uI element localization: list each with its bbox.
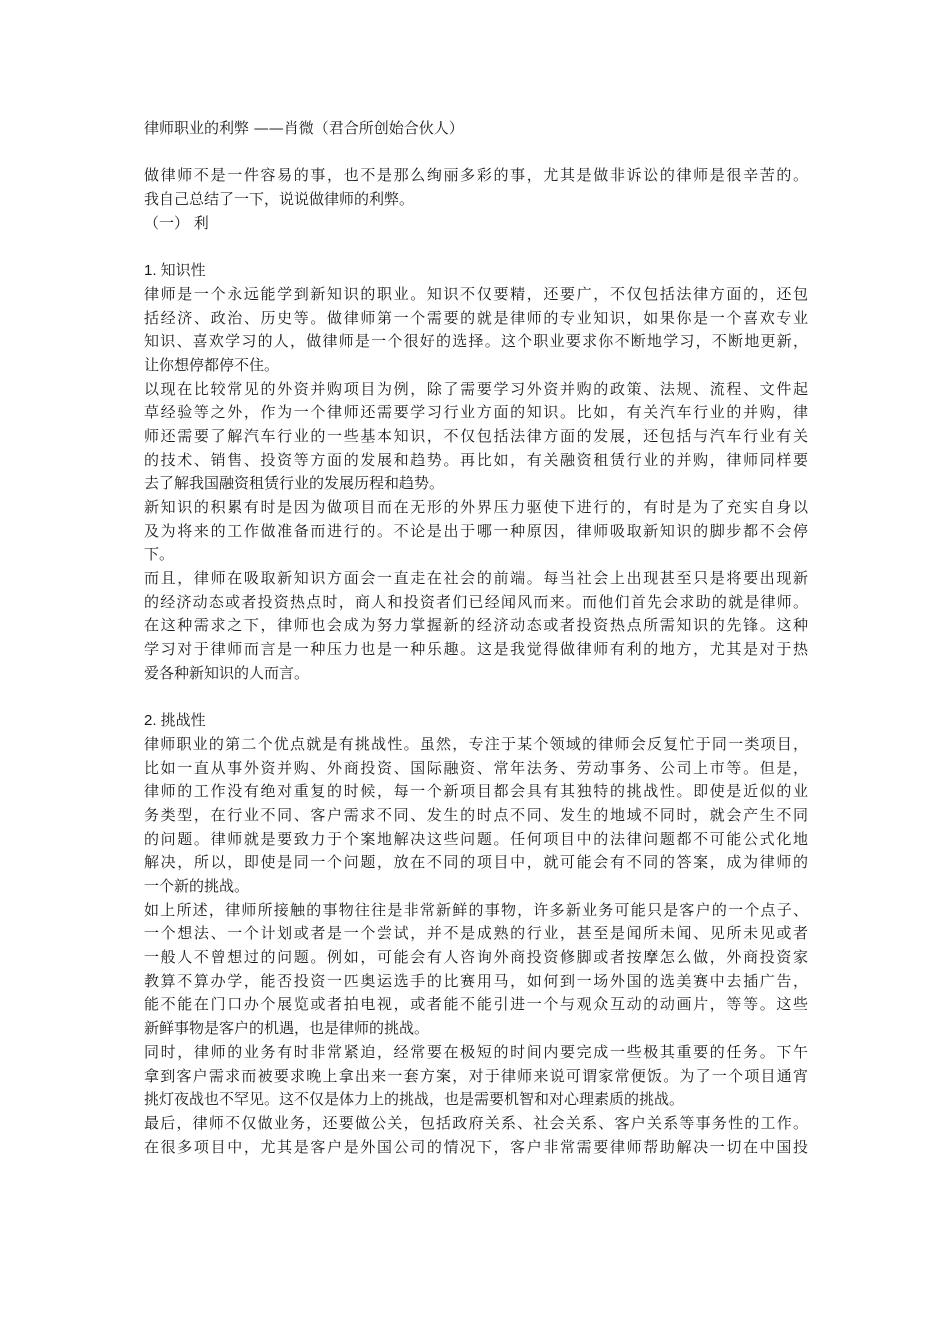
paragraph-line: 草经验等之外，作为一个律师还需要学习行业方面的知识。比如，有关汽车行业的并购，律: [144, 403, 808, 422]
paragraph-line: 如上所述，律师所接触的事物往往是非常新鲜的事物，许多新业务可能只是客户的一个点子、: [144, 900, 808, 919]
section-label: （一） 利: [144, 213, 209, 232]
paragraph-line: 新鲜事物是客户的机遇，也是律师的挑战。: [144, 1019, 430, 1038]
paragraph-line: 在这种需求之下，律师也会成为努力掌握新的经济动态或者投资热点所需知识的先锋。这种: [144, 616, 808, 635]
paragraph-line: 让你想停都停不住。: [144, 355, 280, 374]
paragraph-line: 能不能在门口办个展览或者拍电视，或者能不能引进一个与观众互动的动画片，等等。这些: [144, 995, 808, 1014]
paragraph-line: 新知识的积累有时是因为做项目而在无形的外界压力驱使下进行的，有时是为了充实自身以: [144, 498, 808, 516]
paragraph-line: 律师是一个永远能学到新知识的职业。知识不仅要精，还要广，不仅包括法律方面的，还包: [144, 284, 808, 303]
blank-line: [144, 141, 808, 165]
intro-line: 做律师不是一件容易的事，也不是那么绚丽多彩的事，尤其是做非诉讼的律师是很辛苦的。: [144, 166, 808, 185]
paragraph-line: 括经济、政治、历史等。做律师第一个需要的就是律师的专业知识，如果你是一个喜欢专业: [144, 308, 808, 327]
paragraph-line: 及为将来的工作做准备而进行的。不论是出于哪一种原因，律师吸取新知识的脚步都不会停: [144, 521, 808, 540]
paragraph-line: 师还需要了解汽车行业的一些基本知识，不仅包括法律方面的发展，还包括与汽车行业有关: [144, 426, 808, 445]
paragraph-line: 拿到客户需求而被要求晚上拿出来一套方案，对于律师来说可谓家常便饭。为了一个项目通宵: [144, 1066, 808, 1085]
paragraph-line: 的问题。律师就是要致力于个案地解决这些问题。任何项目中的法律问题都不可能公式化地: [144, 829, 808, 848]
paragraph-line: 同时，律师的业务有时非常紧迫，经常要在极短的时间内要完成一些极其重要的任务。下午: [144, 1042, 808, 1061]
paragraph-line: 以现在比较常见的外资并购项目为例，除了需要学习外资并购的政策、法规、流程、文件起: [144, 379, 808, 398]
blank-line: [144, 235, 808, 259]
paragraph-line: 教算不算办学，能否投资一匹奥运选手的比赛用马，如何到一场外国的选美赛中去插广告，: [144, 971, 808, 990]
paragraph-line: 律师职业的第二个优点就是有挑战性。虽然，专注于某个领域的律师会反复忙于同一类项目，: [144, 734, 808, 753]
blank-line: [144, 686, 808, 710]
paragraph-line: 律师的工作没有绝对重复的时候，每一个新项目都会具有其独特的挑战性。即使是近似的业: [144, 782, 808, 801]
paragraph-line: 的经济动态或者投资热点时，商人和投资者们已经闻风而来。而他们首先会求助的就是律师。: [144, 592, 808, 611]
paragraph-line: 务类型，在行业不同、客户需求不同、发生的时点不同、发生的地域不同时，就会产生不同: [144, 805, 808, 824]
paragraph-line: 一个想法、一个计划或者是一个尝试，并不是成熟的行业，甚至是闻所未闻、见所未见或者: [144, 924, 808, 943]
paragraph-line: 的技术、销售、投资等方面的发展和趋势。再比如，有关融资租赁行业的并购，律师同样要: [144, 450, 808, 469]
paragraph-line: 下。: [144, 545, 175, 564]
paragraph-line: 学习对于律师而言是一种压力也是一种乐趣。这是我觉得做律师有利的地方，尤其是对于热: [144, 640, 808, 659]
paragraph-line: 爱各种新知识的人而言。: [144, 663, 310, 682]
paragraph-line: 最后，律师不仅做业务，还要做公关，包括政府关系、社会关系、客户关系等事务性的工作。: [144, 1113, 808, 1132]
section-heading-challenge: 2. 挑战性: [144, 712, 206, 730]
intro-line: 我自己总结了一下，说说做律师的利弊。: [144, 190, 415, 209]
paragraph-line: 知识、喜欢学习的人，做律师是一个很好的选择。这个职业要求你不断地学习，不断地更新，: [144, 332, 808, 351]
paragraph-line: 而且，律师在吸取新知识方面会一直走在社会的前端。每当社会上出现甚至只是将要出现新: [144, 569, 808, 588]
paragraph-line: 比如一直从事外资并购、外商投资、国际融资、常年法务、劳动事务、公司上市等。但是，: [144, 758, 808, 777]
document-page: [144, 117, 808, 1159]
section-heading-knowledge: 1. 知识性: [144, 262, 206, 280]
document-title: 律师职业的利弊 ——肖微（君合所创始合伙人）: [144, 119, 464, 137]
paragraph-line: 一般人不曾想过的问题。例如，可能会有人咨询外商投资修脚或者按摩怎么做，外商投资家: [144, 948, 808, 967]
paragraph-line: 解决，所以，即使是同一个问题，放在不同的项目中，就可能会有不同的答案，成为律师的: [144, 853, 808, 872]
paragraph-line: 一个新的挑战。: [144, 877, 250, 895]
paragraph-line: 去了解我国融资租赁行业的发展历程和趋势。: [144, 474, 445, 493]
paragraph-line: 在很多项目中，尤其是客户是外国公司的情况下，客户非常需要律师帮助解决一切在中国投: [144, 1137, 808, 1156]
paragraph-line: 挑灯夜战也不罕见。这不仅是体力上的挑战，也是需要机智和对心理素质的挑战。: [144, 1090, 685, 1109]
